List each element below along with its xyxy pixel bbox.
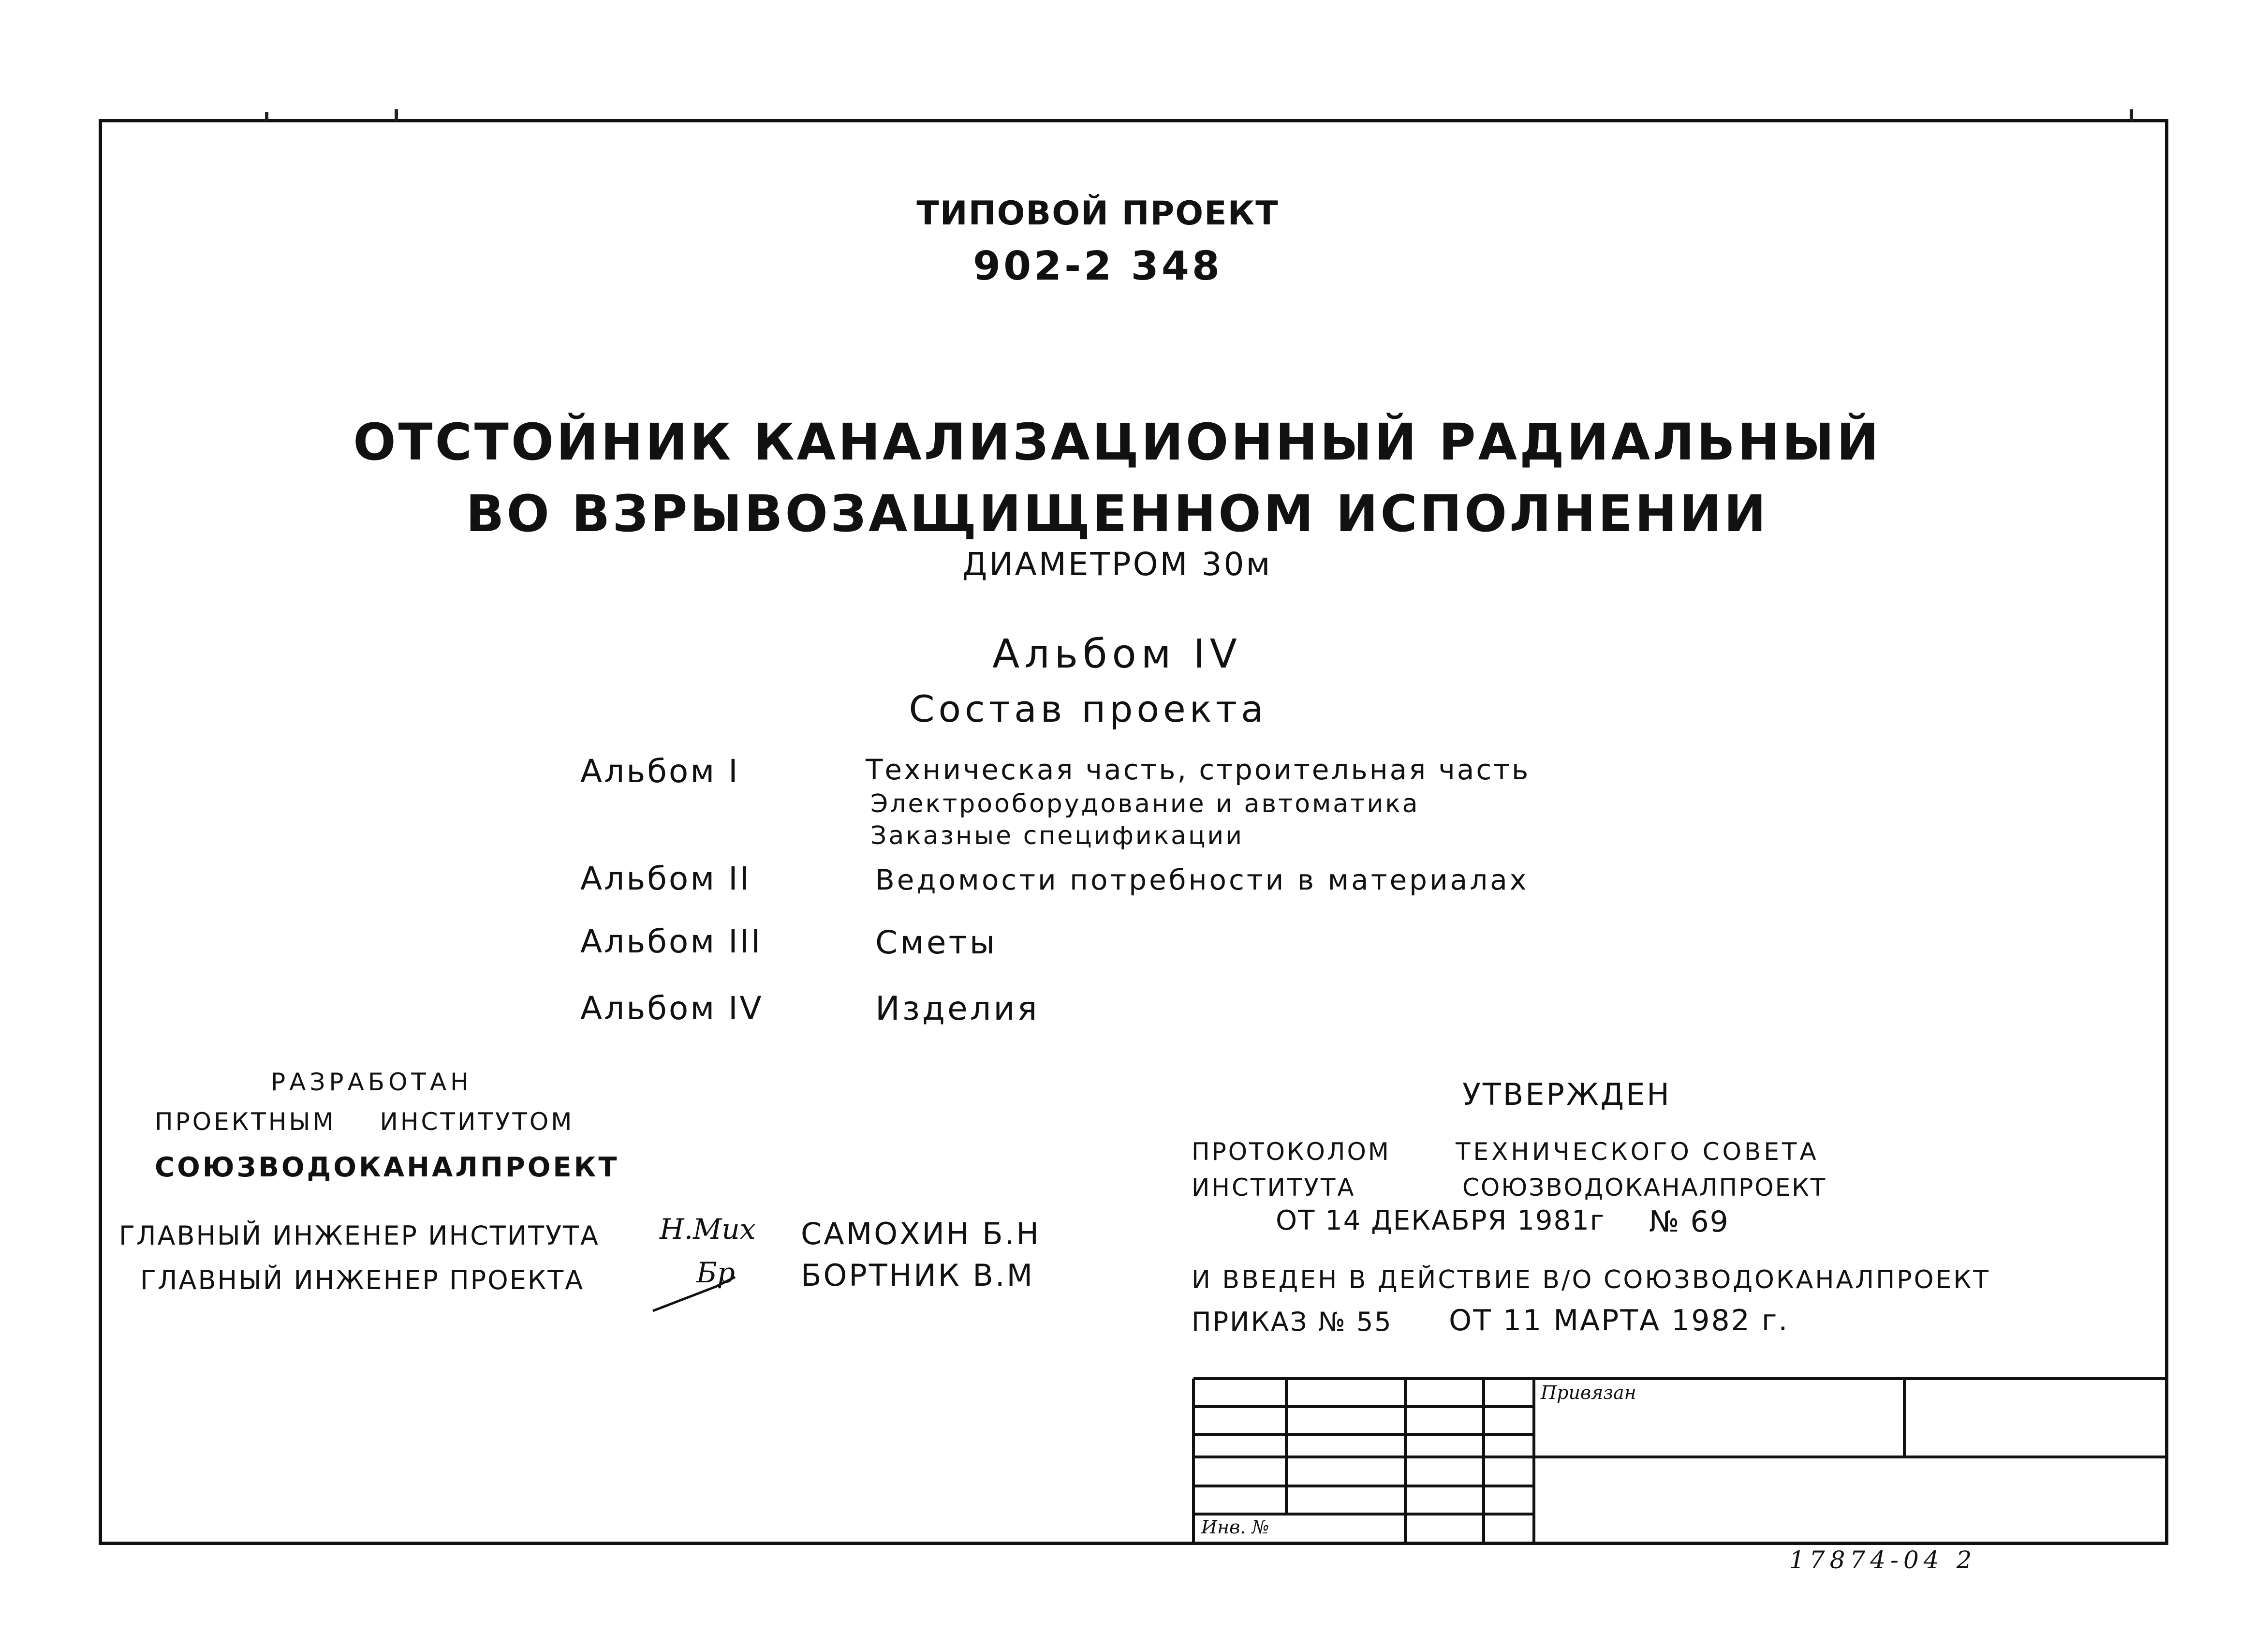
album-2-name: Альбом II	[580, 860, 751, 897]
project-number: 902-2 348	[973, 243, 1222, 289]
title-line-2: ВО ВЗРЫВОЗАЩИЩЕННОМ ИСПОЛНЕНИИ	[466, 484, 1768, 543]
title-line-3: ДИАМЕТРОМ 30м	[962, 546, 1272, 583]
signer-2-signature: Бр	[696, 1256, 735, 1289]
approved-protocol-number: № 69	[1649, 1205, 1729, 1239]
album-4-line-1: Изделия	[875, 990, 1040, 1028]
developed-line-1: ПРОЕКТНЫМ ИНСТИТУТОМ	[155, 1108, 574, 1136]
album-2-line-1: Ведомости потребности в материалах	[875, 863, 1529, 896]
composition-title: Состав проекта	[909, 687, 1267, 730]
signer-2-role: ГЛАВНЫЙ ИНЖЕНЕР ПРОЕКТА	[140, 1265, 585, 1295]
approved-line-2a: ИНСТИТУТА	[1192, 1174, 1356, 1202]
album-4-name: Альбом IV	[580, 990, 764, 1027]
developed-heading: РАЗРАБОТАН	[271, 1068, 472, 1096]
signer-2-name: БОРТНИК В.М	[801, 1258, 1035, 1293]
album-1-line-3: Заказные спецификации	[870, 821, 1244, 850]
stamp-inv-number: Инв. №	[1201, 1516, 1269, 1538]
album-label: Альбом IV	[992, 631, 1242, 677]
approved-line-2b: СОЮЗВОДОКАНАЛПРОЕКТ	[1462, 1174, 1827, 1202]
approved-date: ОТ 14 ДЕКАБРЯ 1981г	[1276, 1205, 1605, 1236]
approved-order-date: ОТ 11 МАРТА 1982 г.	[1449, 1304, 1789, 1337]
approved-heading: УТВЕРЖДЕН	[1462, 1077, 1671, 1112]
signer-1-name: САМОХИН Б.Н	[801, 1216, 1041, 1251]
album-1-line-2: Электрооборудование и автоматика	[870, 789, 1420, 818]
album-3-name: Альбом III	[580, 923, 763, 960]
approved-line-1b: ТЕХНИЧЕСКОГО СОВЕТА	[1456, 1138, 1819, 1166]
album-3-line-1: Сметы	[875, 924, 998, 961]
stamp-privyazan: Привязан	[1541, 1382, 1636, 1403]
developed-institute: СОЮЗВОДОКАНАЛПРОЕКТ	[155, 1152, 619, 1183]
signer-1-signature: Н.Мих	[660, 1213, 756, 1246]
project-series: ТИПОВОЙ ПРОЕКТ	[916, 194, 1279, 233]
title-line-1: ОТСТОЙНИК КАНАЛИЗАЦИОННЫЙ РАДИАЛЬНЫЙ	[353, 413, 1881, 472]
approved-line-1a: ПРОТОКОЛОМ	[1192, 1138, 1391, 1166]
approved-order: ПРИКАЗ № 55	[1192, 1307, 1393, 1337]
album-1-name: Альбом I	[580, 753, 740, 790]
signer-1-role: ГЛАВНЫЙ ИНЖЕНЕР ИНСТИТУТА	[119, 1220, 600, 1251]
footer-code: 17874-04 2	[1789, 1546, 1977, 1574]
approved-line-4: И ВВЕДЕН В ДЕЙСТВИЕ В/О СОЮЗВОДОКАНАЛПРОЕКТ	[1192, 1265, 1991, 1294]
album-1-line-1: Техническая часть, строительная часть	[866, 753, 1531, 786]
